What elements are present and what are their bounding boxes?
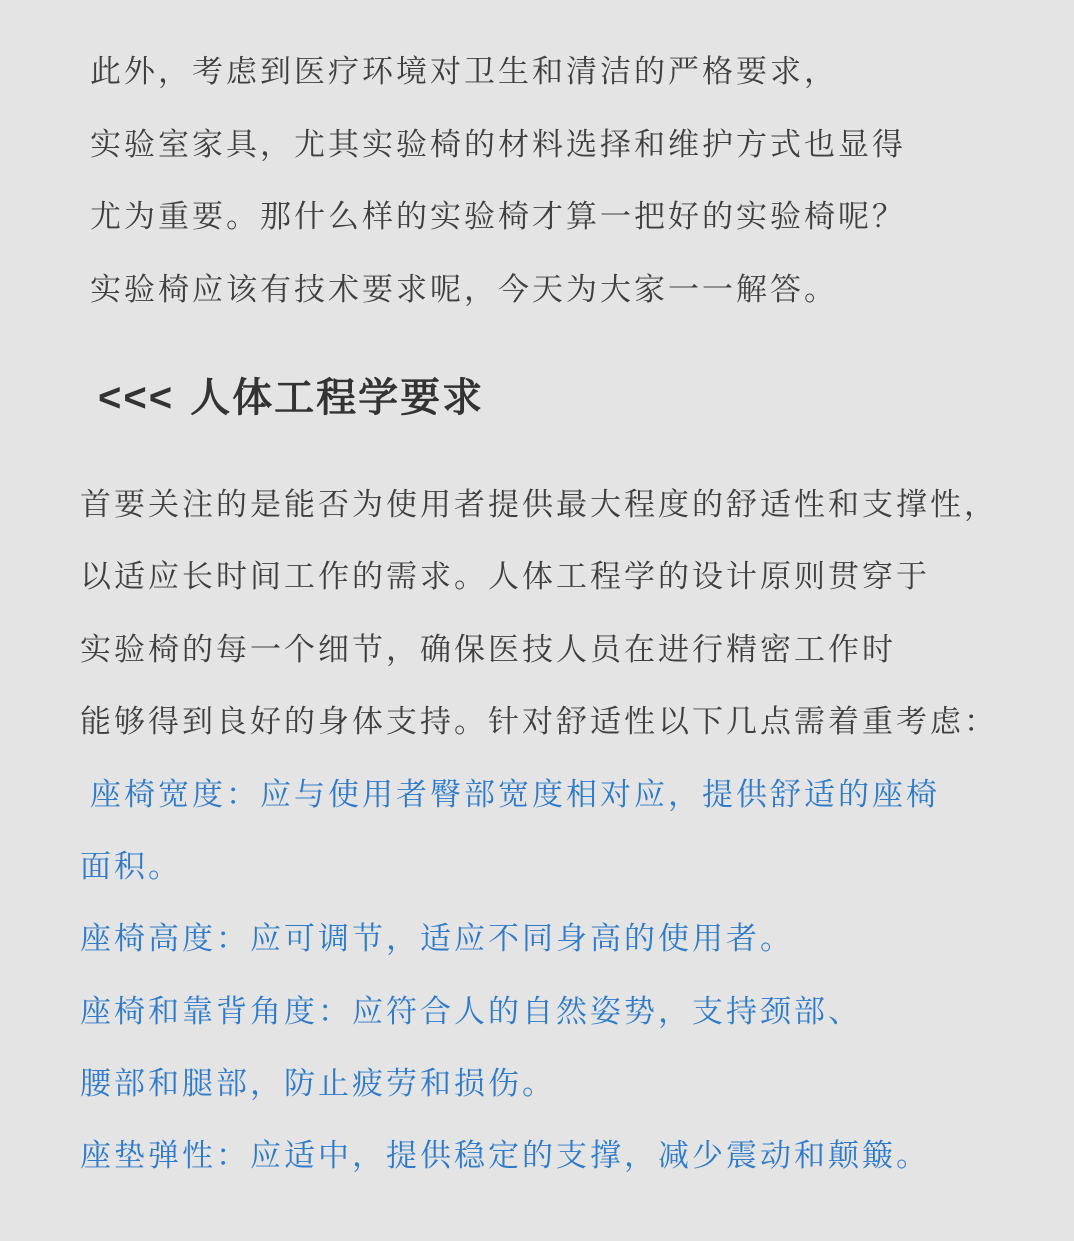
point-seat-back-angle: 座椅和靠背角度：应符合人的自然姿势，支持颈部、: [80, 994, 862, 1030]
body-line: 能够得到良好的身体支持。针对舒适性以下几点需着重考虑：: [80, 704, 998, 740]
body-line: 实验椅的每一个细节，确保医技人员在进行精密工作时: [80, 632, 896, 668]
section-heading: [98, 374, 484, 422]
intro-line: 此外，考虑到医疗环境对卫生和清洁的严格要求，: [90, 54, 838, 90]
point-seat-width-cont: 面积。: [80, 849, 182, 885]
section-title: 人体工程学要求: [190, 374, 485, 421]
point-seat-back-angle-cont: 腰部和腿部，防止疲劳和损伤。: [80, 1066, 556, 1102]
point-seat-height: 座椅高度：应可调节，适应不同身高的使用者。: [80, 921, 794, 957]
point-seat-width: 座椅宽度：应与使用者臀部宽度相对应，提供舒适的座椅: [90, 777, 940, 813]
body-line: 首要关注的是能否为使用者提供最大程度的舒适性和支撑性，: [80, 487, 998, 523]
intro-line: 实验室家具，尤其实验椅的材料选择和维护方式也显得: [90, 127, 906, 163]
point-cushion-elasticity: 座垫弹性：应适中，提供稳定的支撑，减少震动和颠簸。: [80, 1138, 930, 1174]
body-line: 以适应长时间工作的需求。人体工程学的设计原则贯穿于: [80, 559, 930, 595]
intro-line: 实验椅应该有技术要求呢，今天为大家一一解答。: [90, 272, 838, 308]
intro-line: 尤为重要。那什么样的实验椅才算一把好的实验椅呢？: [90, 199, 906, 235]
section-arrows: <<<: [98, 376, 175, 420]
